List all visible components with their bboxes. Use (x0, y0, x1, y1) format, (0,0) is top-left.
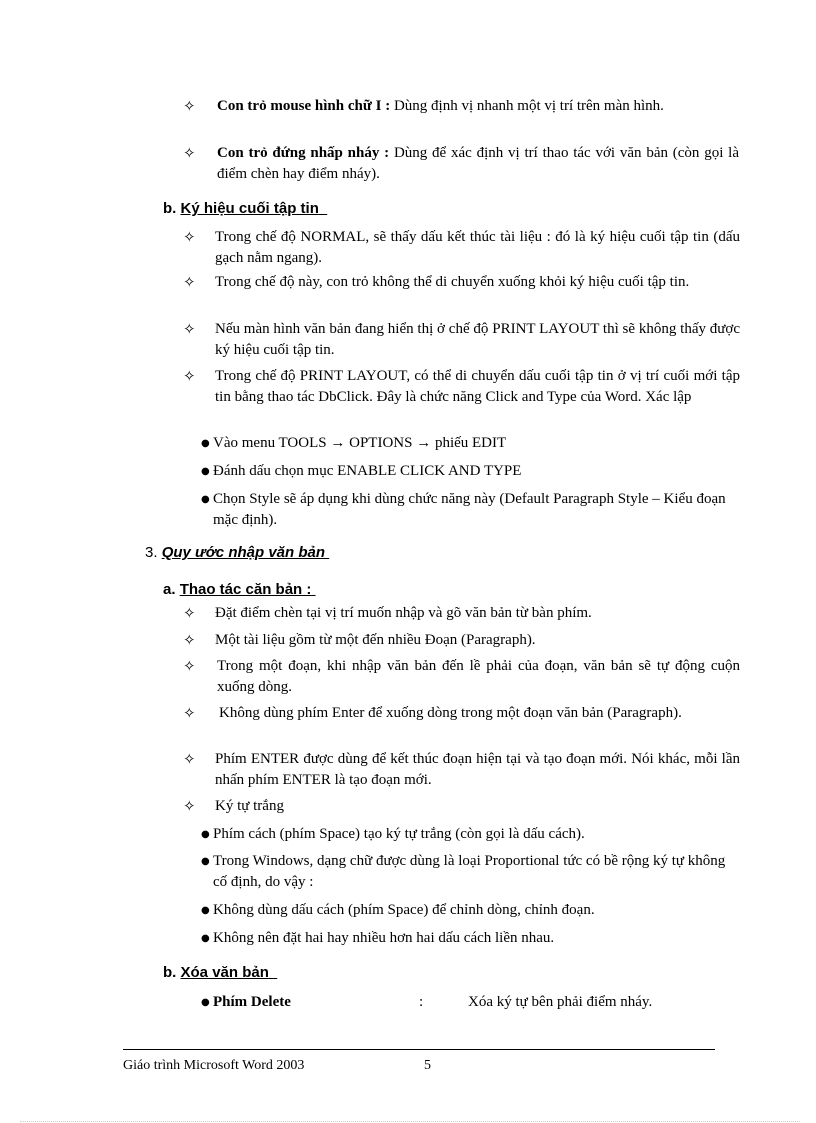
dot-bullet-icon: ● (201, 933, 210, 944)
heading-input-conventions: 3. Quy ước nhập văn bản (145, 544, 325, 561)
diamond-bullet-icon: ✧ (183, 604, 196, 622)
delete-key-label: Phím Delete (213, 994, 291, 1010)
list-item: Không dùng dấu cách (phím Space) để chỉnh dòng, chỉnh đoạn. (213, 902, 595, 918)
diamond-bullet-icon: ✧ (183, 144, 196, 162)
diamond-bullet-icon: ✧ (183, 704, 196, 722)
heading-basic-operations: a. Thao tác căn bản : (163, 581, 312, 598)
diamond-bullet-icon: ✧ (183, 631, 196, 649)
footer-title: Giáo trình Microsoft Word 2003 (123, 1058, 305, 1073)
separator-colon: : (419, 994, 424, 1010)
heading-end-of-file-symbol: b. Ký hiệu cuối tập tin (163, 200, 319, 217)
list-item: Một tài liệu gồm từ một đến nhiều Đoạn (Paragraph). (215, 632, 536, 648)
footer-divider (123, 1049, 715, 1050)
diamond-bullet-icon: ✧ (183, 273, 196, 291)
list-item: Vào menu TOOLS → OPTIONS → phiếu EDIT (213, 435, 507, 451)
diamond-bullet-icon: ✧ (183, 797, 196, 815)
list-item: Không dùng phím Enter để xuống dòng trong một đoạn văn bản (Paragraph). (219, 705, 682, 721)
dot-bullet-icon: ● (201, 829, 210, 840)
paragraph-blinking-cursor: Con trỏ đứng nhấp nháy : Dùng để xác định vị trí thao tác với văn bản (còn gọi là điểm chèn hay điểm nháy). (217, 145, 739, 182)
list-item: Chọn Style sẽ áp dụng khi dùng chức năng này (Default Paragraph Style – Kiểu đoạn mặc định). (213, 491, 726, 528)
dot-bullet-icon: ● (201, 466, 210, 477)
delete-key-description: Xóa ký tự bên phải điểm nháy. (468, 994, 653, 1010)
list-item: Ký tự trắng (215, 798, 284, 814)
diamond-bullet-icon: ✧ (183, 750, 196, 768)
list-item: Phím ENTER được dùng để kết thúc đoạn hiện tại và tạo đoạn mới. Nói khác, mỗi lần nhấn phím ENTER là tạo đoạn mới. (215, 751, 740, 788)
diamond-bullet-icon: ✧ (183, 320, 196, 338)
list-item: Trong chế độ NORMAL, sẽ thấy dấu kết thúc tài liệu : đó là ký hiệu cuối tập tin (dấu gạch nằm ngang). (215, 229, 740, 266)
list-item: Phím cách (phím Space) tạo ký tự trắng (còn gọi là dấu cách). (213, 826, 585, 842)
list-item: Đánh dấu chọn mục ENABLE CLICK AND TYPE (213, 463, 522, 479)
diamond-bullet-icon: ✧ (183, 657, 196, 675)
dot-bullet-icon: ● (201, 438, 210, 449)
list-item: Trong chế độ này, con trỏ không thể di chuyển xuống khỏi ký hiệu cuối tập tin. (215, 274, 690, 290)
dot-bullet-icon: ● (201, 494, 210, 505)
list-item: Đặt điểm chèn tại vị trí muốn nhập và gõ văn bản từ bàn phím. (215, 605, 592, 621)
list-item: Trong Windows, dạng chữ được dùng là loại Proportional tức có bề rộng ký tự không cố định, do vậy : (213, 853, 726, 890)
page-edge-divider (20, 1121, 800, 1122)
paragraph-mouse-cursor: Con trỏ mouse hình chữ I : Dùng định vị nhanh một vị trí trên màn hình. (217, 98, 664, 114)
dot-bullet-icon: ● (201, 905, 210, 916)
list-item: Không nên đặt hai hay nhiều hơn hai dấu cách liền nhau. (213, 930, 555, 946)
dot-bullet-icon: ● (201, 997, 210, 1008)
diamond-bullet-icon: ✧ (183, 97, 196, 115)
list-item: Trong chế độ PRINT LAYOUT, có thể di chuyển dấu cuối tập tin ở vị trí cuối mới tập tin bằng thao tác DbClick. Đây là chức năng Click and Type của Word. Xác lập (215, 368, 740, 405)
diamond-bullet-icon: ✧ (183, 367, 196, 385)
page-number: 5 (424, 1058, 431, 1073)
list-item: Trong một đoạn, khi nhập văn bản đến lề phải của đoạn, văn bản sẽ tự động cuộn xuống dòng. (217, 658, 740, 695)
heading-delete-text: b. Xóa văn bản (163, 964, 269, 981)
diamond-bullet-icon: ✧ (183, 228, 196, 246)
dot-bullet-icon: ● (201, 856, 210, 867)
list-item: Nếu màn hình văn bản đang hiển thị ở chế độ PRINT LAYOUT thì sẽ không thấy được ký hiệu cuối tập tin. (215, 321, 740, 358)
